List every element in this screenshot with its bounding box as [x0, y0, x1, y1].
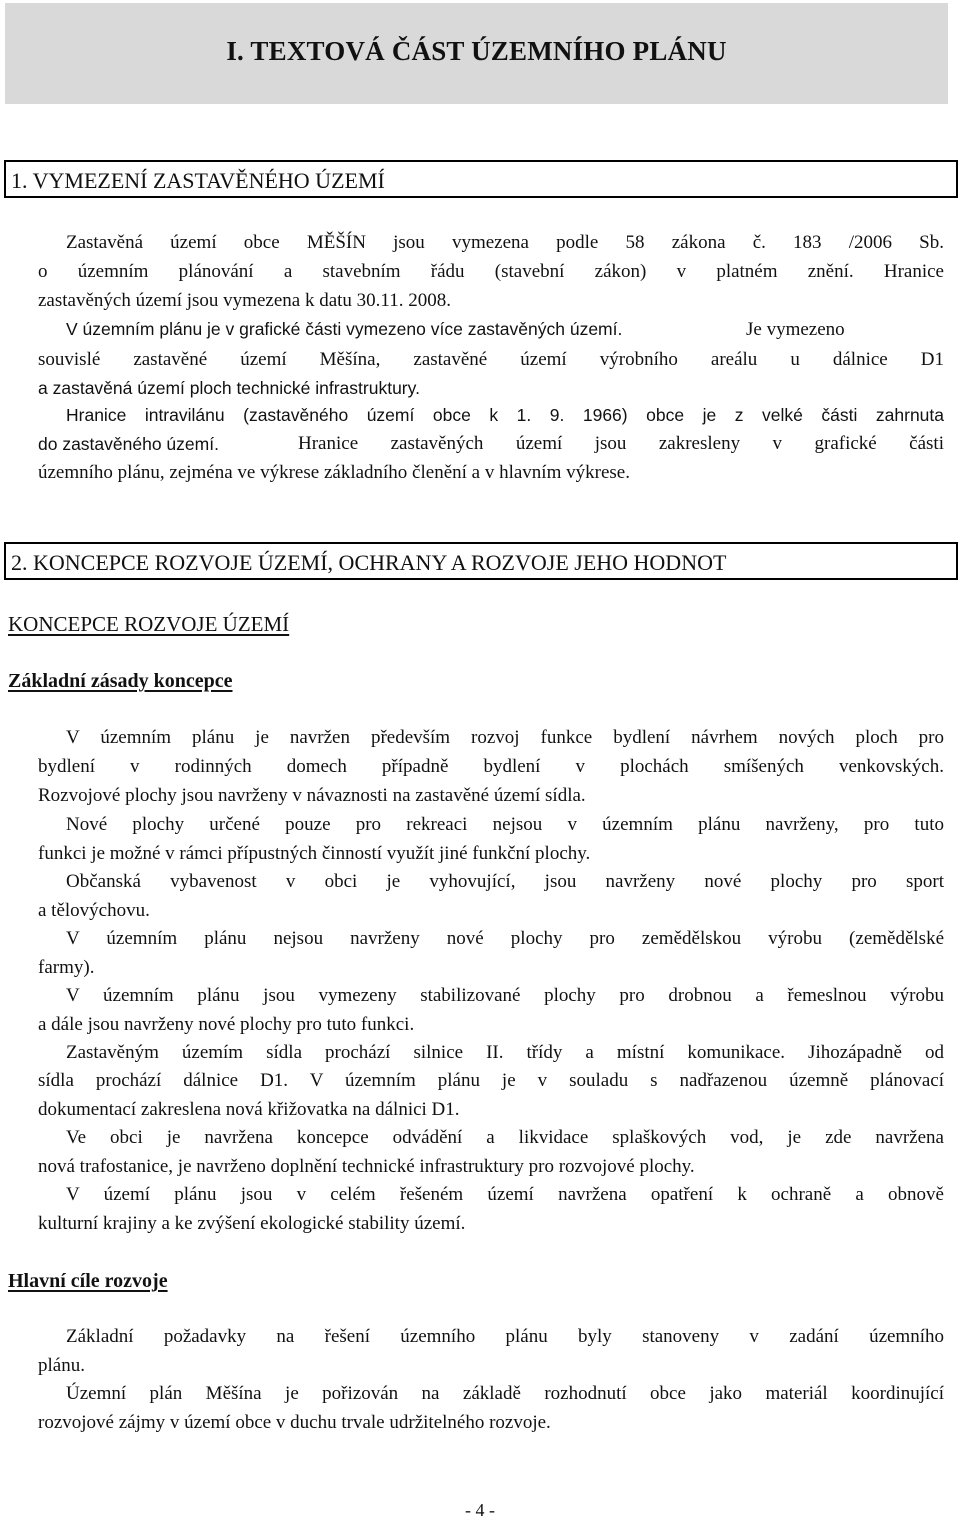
text-line: územního plánu, zejména ve výkrese základního členění a v hlavním výkrese.	[38, 462, 630, 483]
subheading-zakladni-zasady: Základní zásady koncepce	[8, 670, 233, 692]
text-line: souvislé zastavěné území Měšína, zastavěné území výrobního areálu u dálnice D1	[38, 349, 944, 370]
section-1-heading-box	[4, 160, 958, 198]
text-line: plánu.	[38, 1355, 85, 1376]
text-line: rozvojové zájmy v území obce v duchu trvale udržitelného rozvoje.	[38, 1412, 551, 1433]
text-line: Územní plán Měšína je pořizován na základě rozhodnutí obce jako materiál koordinující	[66, 1383, 944, 1404]
text-line: funkci je možné v rámci přípustných činností využít jiné funkční plochy.	[38, 843, 591, 864]
subheading-hlavni-cile: Hlavní cíle rozvoje	[8, 1270, 168, 1292]
text-line: kulturní krajiny a ke zvýšení ekologické stability území.	[38, 1213, 466, 1234]
text-line: a tělovýchovu.	[38, 900, 150, 921]
text-line: Zastavěná území obce MĚŠÍN jsou vymezena podle 58 zákona č. 183 /2006 Sb.	[66, 232, 944, 253]
text-line: dokumentací zakreslena nová křižovatka na dálnici D1.	[38, 1099, 460, 1120]
text-line: V územním plánu jsou vymezeny stabilizované plochy pro drobnou a řemeslnou výrobu	[66, 985, 944, 1006]
text-line: zastavěných území jsou vymezena k datu 30.11. 2008.	[38, 290, 451, 311]
page-number: - 4 -	[465, 1500, 495, 1520]
text-line: farmy).	[38, 957, 95, 978]
text-line: Občanská vybavenost v obci je vyhovující, jsou navrženy nové plochy pro sport	[66, 871, 944, 892]
section-2-heading-box	[4, 542, 958, 580]
text-line: Hranice zastavěných území jsou zakresleny v grafické části	[298, 433, 944, 454]
text-line: Základní požadavky na řešení územního plánu byly stanoveny v zadání územního	[66, 1326, 944, 1347]
text-line: Je vymezeno	[746, 319, 845, 340]
text-line: Rozvojové plochy jsou navrženy v návaznosti na zastavěné území sídla.	[38, 785, 586, 806]
text-line: V územním plánu je navržen především rozvoj funkce bydlení návrhem nových ploch pro	[66, 727, 944, 748]
text-line: Zastavěným územím sídla prochází silnice II. třídy a místní komunikace. Jihozápadně od	[66, 1042, 944, 1063]
text-line: a dále jsou navrženy nové plochy pro tuto funkci.	[38, 1014, 415, 1035]
text-line: nová trafostanice, je navrženo doplnění technické infrastruktury pro rozvojové plochy.	[38, 1156, 695, 1177]
text-line: bydlení v rodinných domech případně bydlení v plochách smíšených venkovských.	[38, 756, 944, 777]
text-line: sídla prochází dálnice D1. V územním plánu je v souladu s nadřazenou územně plánovací	[38, 1070, 944, 1091]
text-line: Nové plochy určené pouze pro rekreaci nejsou v územním plánu navrženy, pro tuto	[66, 814, 944, 835]
text-line: V územním plánu nejsou navrženy nové plochy pro zemědělskou výrobu (zemědělské	[66, 928, 944, 949]
section-1-heading: 1. VYMEZENÍ ZASTAVĚNÉHO ÚZEMÍ	[11, 168, 385, 193]
text-line: Hranice intravilánu (zastavěného území obce k 1. 9. 1966) obce je z velké části zahrnuta	[66, 405, 944, 425]
text-line: do zastavěného území.	[38, 434, 219, 454]
text-line: Ve obci je navržena koncepce odvádění a likvidace splaškových vod, je zde navržena	[66, 1127, 944, 1148]
subheading-koncepce: KONCEPCE ROZVOJE ÚZEMÍ	[8, 612, 290, 636]
text-line: V území plánu jsou v celém řešeném území navržena opatření k ochraně a obnově	[66, 1184, 944, 1205]
section-2-heading: 2. KONCEPCE ROZVOJE ÚZEMÍ, OCHRANY A ROZVOJE JEHO HODNOT	[11, 550, 727, 575]
text-line: o územním plánování a stavebním řádu (stavební zákon) v platném znění. Hranice	[38, 261, 944, 282]
document-title: I. TEXTOVÁ ČÁST ÚZEMNÍHO PLÁNU	[226, 36, 727, 66]
text-line: a zastavěná území ploch technické infrastruktury.	[38, 378, 420, 398]
text-line: V územním plánu je v grafické části vymezeno více zastavěných území.	[66, 319, 623, 339]
document-title-box	[5, 3, 948, 104]
